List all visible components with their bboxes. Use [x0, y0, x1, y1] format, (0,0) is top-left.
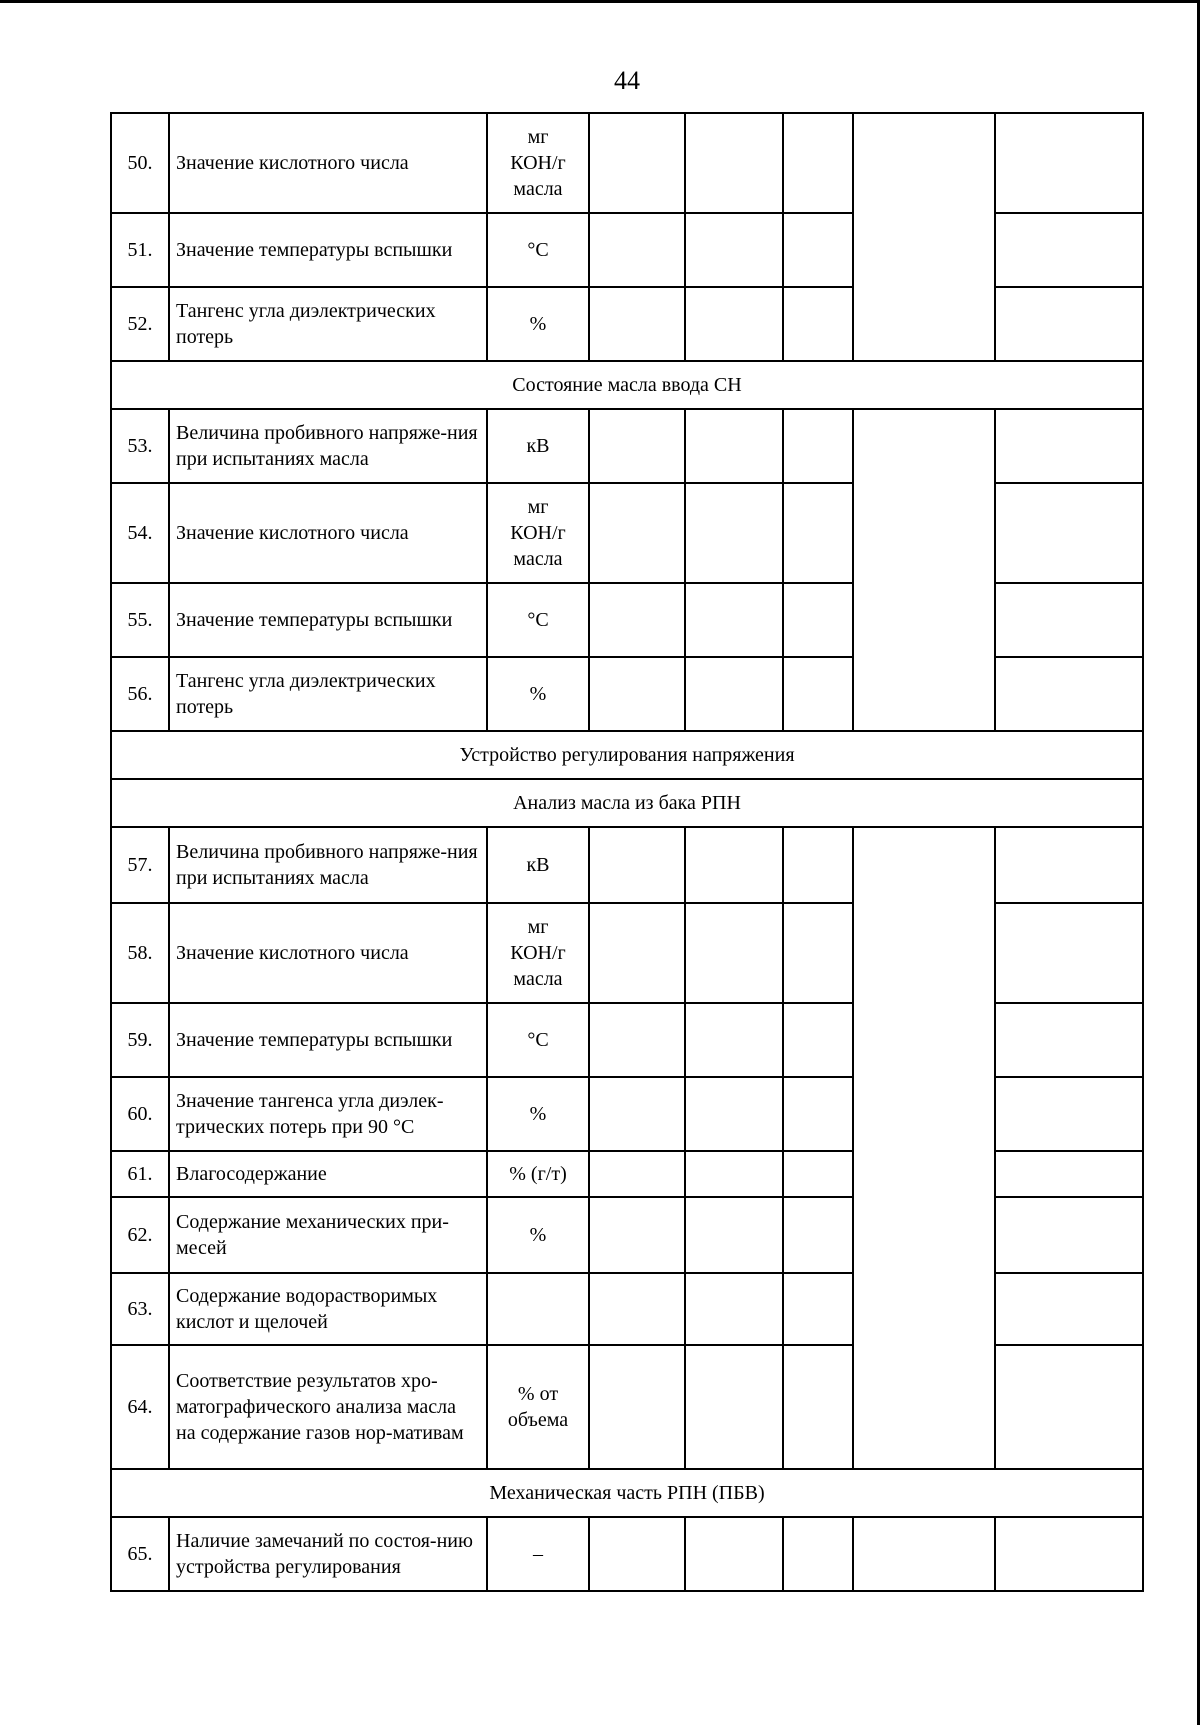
value-cell	[783, 287, 853, 361]
unit-cell: % от объема	[487, 1345, 589, 1469]
unit-cell: °C	[487, 213, 589, 287]
table-row	[111, 409, 1143, 483]
value-cell	[995, 1273, 1143, 1345]
section-heading: Состояние масла ввода СН	[111, 361, 1143, 409]
value-cell	[783, 483, 853, 583]
row-number: 63.	[111, 1273, 169, 1345]
page-number: 44	[614, 66, 640, 95]
unit-cell: –	[487, 1517, 589, 1591]
value-cell	[995, 903, 1143, 1003]
value-cell	[685, 827, 783, 903]
value-cell	[783, 1345, 853, 1469]
parameter-name: Влагосодержание	[169, 1151, 487, 1197]
value-cell	[995, 287, 1143, 361]
value-cell	[589, 1345, 685, 1469]
unit-cell: кВ	[487, 827, 589, 903]
value-cell	[995, 1197, 1143, 1273]
value-cell	[783, 1197, 853, 1273]
value-cell	[685, 1151, 783, 1197]
row-number: 53.	[111, 409, 169, 483]
unit-cell: мг КОН/г масла	[487, 483, 589, 583]
value-cell	[783, 583, 853, 657]
page-border-top	[0, 0, 1200, 3]
unit-cell: %	[487, 287, 589, 361]
section-heading: Устройство регулирования напряжения	[111, 731, 1143, 779]
unit-cell: °C	[487, 583, 589, 657]
value-cell	[783, 1077, 853, 1151]
parameter-name: Значение кислотного числа	[169, 483, 487, 583]
merged-value-cell	[853, 827, 995, 1469]
parameter-name: Значение кислотного числа	[169, 113, 487, 213]
value-cell	[995, 583, 1143, 657]
value-cell	[685, 409, 783, 483]
value-cell	[783, 1151, 853, 1197]
parameter-name: Тангенс угла диэлектрических потерь	[169, 657, 487, 731]
value-cell	[685, 583, 783, 657]
value-cell	[783, 113, 853, 213]
parameter-name: Значение температуры вспышки	[169, 213, 487, 287]
value-cell	[995, 1345, 1143, 1469]
row-number: 55.	[111, 583, 169, 657]
value-cell	[589, 903, 685, 1003]
value-cell	[783, 1517, 853, 1591]
value-cell	[589, 483, 685, 583]
unit-cell: %	[487, 657, 589, 731]
unit-cell: %	[487, 1197, 589, 1273]
value-cell	[685, 113, 783, 213]
parameter-name: Содержание водорастворимых кислот и щелочей	[169, 1273, 487, 1345]
value-cell	[685, 1345, 783, 1469]
value-cell	[783, 1003, 853, 1077]
parameter-name: Содержание механических при-месей	[169, 1197, 487, 1273]
value-cell	[995, 409, 1143, 483]
value-cell	[589, 213, 685, 287]
value-cell	[995, 213, 1143, 287]
value-cell	[783, 903, 853, 1003]
merged-value-cell	[853, 113, 995, 361]
section-heading-row	[111, 779, 1143, 827]
unit-cell: мг КОН/г масла	[487, 903, 589, 1003]
row-number: 51.	[111, 213, 169, 287]
value-cell	[685, 287, 783, 361]
unit-cell: мг КОН/г масла	[487, 113, 589, 213]
row-number: 50.	[111, 113, 169, 213]
value-cell	[685, 1197, 783, 1273]
unit-cell: %	[487, 1077, 589, 1151]
value-cell	[589, 1151, 685, 1197]
section-heading-row	[111, 1469, 1143, 1517]
value-cell	[589, 1273, 685, 1345]
row-number: 65.	[111, 1517, 169, 1591]
value-cell	[995, 483, 1143, 583]
unit-cell: °C	[487, 1003, 589, 1077]
value-cell	[589, 827, 685, 903]
value-cell	[685, 1517, 783, 1591]
value-cell	[589, 657, 685, 731]
value-cell	[589, 409, 685, 483]
value-cell	[685, 1077, 783, 1151]
value-cell	[783, 657, 853, 731]
value-cell	[685, 657, 783, 731]
parameter-name: Значение температуры вспышки	[169, 583, 487, 657]
section-heading: Анализ масла из бака РПН	[111, 779, 1143, 827]
row-number: 61.	[111, 1151, 169, 1197]
value-cell	[589, 113, 685, 213]
section-heading: Механическая часть РПН (ПБВ)	[111, 1469, 1143, 1517]
unit-cell: кВ	[487, 409, 589, 483]
section-heading-row	[111, 731, 1143, 779]
value-cell	[995, 657, 1143, 731]
merged-value-cell	[853, 409, 995, 731]
table-body	[111, 113, 1143, 1591]
row-number: 57.	[111, 827, 169, 903]
unit-cell	[487, 1273, 589, 1345]
row-number: 60.	[111, 1077, 169, 1151]
parameter-name: Наличие замечаний по состоя-нию устройства регулирования	[169, 1517, 487, 1591]
value-cell	[995, 113, 1143, 213]
value-cell	[589, 1077, 685, 1151]
row-number: 54.	[111, 483, 169, 583]
row-number: 59.	[111, 1003, 169, 1077]
parameter-name: Тангенс угла диэлектрических потерь	[169, 287, 487, 361]
section-heading-row	[111, 361, 1143, 409]
merged-value-cell	[853, 1517, 995, 1591]
parameter-name: Значение температуры вспышки	[169, 1003, 487, 1077]
parameter-name: Значение кислотного числа	[169, 903, 487, 1003]
table-row	[111, 113, 1143, 213]
row-number: 56.	[111, 657, 169, 731]
value-cell	[783, 827, 853, 903]
row-number: 64.	[111, 1345, 169, 1469]
value-cell	[685, 213, 783, 287]
value-cell	[589, 583, 685, 657]
value-cell	[589, 1517, 685, 1591]
value-cell	[685, 483, 783, 583]
value-cell	[995, 1003, 1143, 1077]
value-cell	[589, 1003, 685, 1077]
parameter-name: Величина пробивного напряже-ния при испытаниях масла	[169, 827, 487, 903]
value-cell	[995, 1151, 1143, 1197]
value-cell	[685, 903, 783, 1003]
value-cell	[783, 1273, 853, 1345]
value-cell	[589, 287, 685, 361]
value-cell	[995, 1517, 1143, 1591]
value-cell	[783, 409, 853, 483]
value-cell	[685, 1273, 783, 1345]
value-cell	[995, 1077, 1143, 1151]
value-cell	[685, 1003, 783, 1077]
table-row	[111, 827, 1143, 903]
value-cell	[783, 213, 853, 287]
unit-cell: % (г/т)	[487, 1151, 589, 1197]
parameter-name: Значение тангенса угла диэлек-трических потерь при 90 °C	[169, 1077, 487, 1151]
row-number: 52.	[111, 287, 169, 361]
value-cell	[995, 827, 1143, 903]
row-number: 62.	[111, 1197, 169, 1273]
parameter-name: Величина пробивного напряже-ния при испытаниях масла	[169, 409, 487, 483]
row-number: 58.	[111, 903, 169, 1003]
value-cell	[589, 1197, 685, 1273]
inspection-table	[110, 112, 1144, 1592]
table-row	[111, 1517, 1143, 1591]
parameter-name: Соответствие результатов хро-матографического анализа масла на содержание газов нор-мативам	[169, 1345, 487, 1469]
